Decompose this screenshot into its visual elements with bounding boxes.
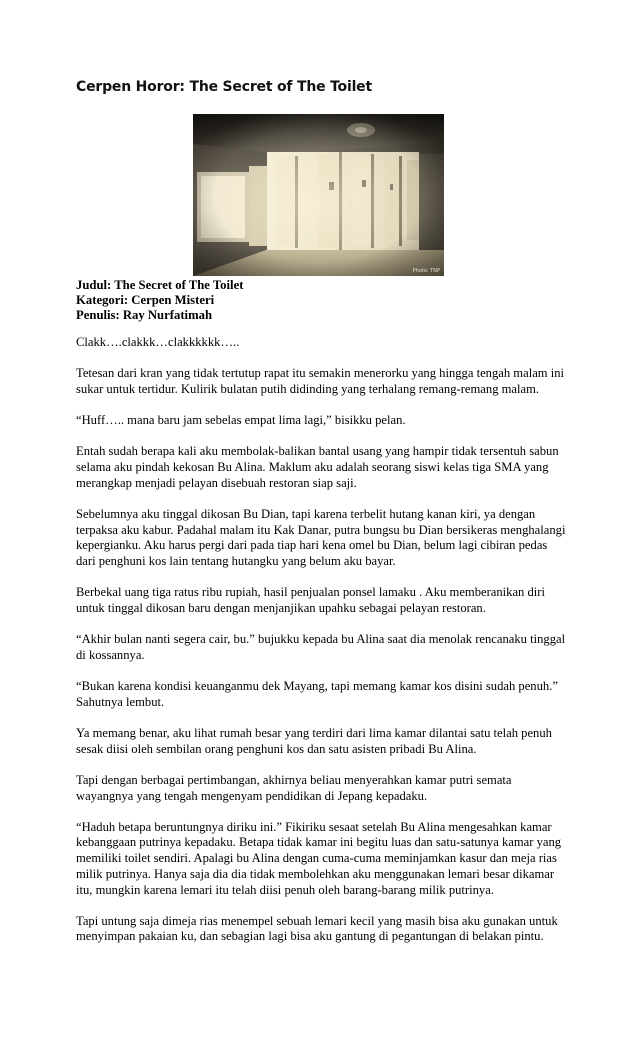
meta-penulis: Penulis: Ray Nurfatimah (76, 308, 213, 323)
paragraph-line: dari penghuni kos lain tentang hutangku yang belum aku bayar. (76, 554, 396, 569)
story-paragraph (76, 507, 568, 570)
story-paragraph (76, 820, 568, 899)
paragraph-line: “Akhir bulan nanti segera cair, bu.” bujukku kepada bu Alina saat dia menolak rencanaku tinggal (76, 632, 566, 647)
paragraph-line: terpaksa aku kabur. Padahal malam itu Kak Danar, putra bungsu bu Dian bersikeras menghalangi (76, 522, 566, 537)
paragraph-line: milik putrinya. Hanya saja dia dia tidak membolehkan aku menggunakan lemari besar dikamar (76, 866, 555, 881)
meta-kategori: Kategori: Cerpen Misteri (76, 293, 215, 308)
meta-judul: Judul: The Secret of The Toilet (76, 278, 244, 292)
paragraph-line: selama aku pindah kekosan Bu Alina. Maklum aku adalah seorang siswi kelas tiga SMA yang (76, 460, 549, 475)
paragraph-line: untuk tinggal dikosan baru dengan menjanjikan upahku sebagai pelayan restoran. (76, 600, 486, 615)
paragraph-line: Clakk….clakkk…clakkkkkk….. (76, 335, 240, 349)
paragraph-line: wayangnya yang tengah mengenyam pendidikan di Jepang kepadaku. (76, 788, 428, 803)
toilet-photo (193, 114, 444, 276)
page-title: Cerpen Horor: The Secret of The Toilet (76, 79, 372, 95)
story-paragraph (76, 632, 568, 663)
paragraph-line: Entah sudah berapa kali aku membolak-balikan bantal usang yang hampir tidak tersentuh sabun (76, 444, 559, 459)
paragraph-line: kepergianku. Aku harus pergi dari pada tiap hari kena omel bu Dian, belum lagi cibiran pedas (76, 538, 548, 553)
paragraph-line: Tapi untung saja dimeja rias menempel sebuah lemari kecil yang masih bisa aku gunakan untuk (76, 913, 558, 928)
paragraph-line: Berbekal uang tiga ratus ribu rupiah, hasil penjualan ponsel lamaku . Aku memberanikan diri (76, 585, 545, 600)
paragraph-line: kebanggaan putrinya kepadaku. Betapa tidak kamar ini begitu luas dan satu-satunya kamar yang (76, 835, 562, 850)
paragraph-line: sesak diisi oleh sembilan orang penghuni kos dan satu asisten pribadi Bu Alina. (76, 741, 477, 756)
paragraph-line: Tetesan dari kran yang tidak tertutup rapat itu semakin menerorku yang hingga tengah malam ini (76, 366, 565, 381)
story-paragraph (76, 413, 568, 429)
paragraph-line: “Huff….. mana baru jam sebelas empat lima lagi,” bisikku pelan. (76, 413, 406, 428)
paragraph-line: Ya memang benar, aku lihat rumah besar yang terdiri dari lima kamar dilantai satu telah penuh (76, 725, 552, 740)
story-body (76, 335, 568, 961)
story-paragraph (76, 726, 568, 757)
paragraph-line: itu, mungkin karena lemari itu telah diisi penuh oleh barang-barang milik putrinya. (76, 882, 494, 897)
paragraph-line: Tapi dengan berbagai pertimbangan, akhirnya beliau menyerahkan kamar putri semata (76, 772, 512, 787)
paragraph-line: Sebelumnya aku tinggal dikosan Bu Dian, tapi karena terbelit hutang kanan kiri, ya dengan (76, 506, 536, 521)
story-paragraph (76, 335, 568, 351)
paragraph-line: sukar untuk tertidur. Kulirik bulatan putih didinding yang terhalang remang-remang malam. (76, 381, 540, 396)
story-paragraph (76, 773, 568, 804)
paragraph-line: di kossannya. (76, 647, 145, 662)
story-paragraph (76, 366, 568, 397)
story-paragraph (76, 914, 568, 945)
toilet-stalls-image (193, 114, 444, 276)
story-metadata (76, 278, 243, 324)
paragraph-line: “Haduh betapa beruntungnya diriku ini.” Fikiriku sesaat setelah Bu Alina mengesahkan kamar (76, 819, 552, 834)
paragraph-line: “Bukan karena kondisi keuanganmu dek Mayang, tapi memang kamar kos disini sudah penuh.” (76, 679, 558, 694)
story-paragraph (76, 585, 568, 616)
paragraph-line: memiliki toilet sendiri. Apalagi bu Alina dengan cuma-cuma meminjamkan kasur dan meja rias (76, 851, 557, 866)
photo-credit: Photo: TNP (412, 268, 440, 274)
paragraph-line: merangkap menjadi pelayan disebuah restoran siap saji. (76, 475, 357, 490)
paragraph-line: Sahutnya lembut. (76, 694, 165, 709)
story-paragraph (76, 679, 568, 710)
paragraph-line: menyimpan pakaian ku, dan sebagian lagi bisa aku gantung di pegantungan di belakan pintu. (76, 929, 544, 944)
story-paragraph (76, 444, 568, 491)
